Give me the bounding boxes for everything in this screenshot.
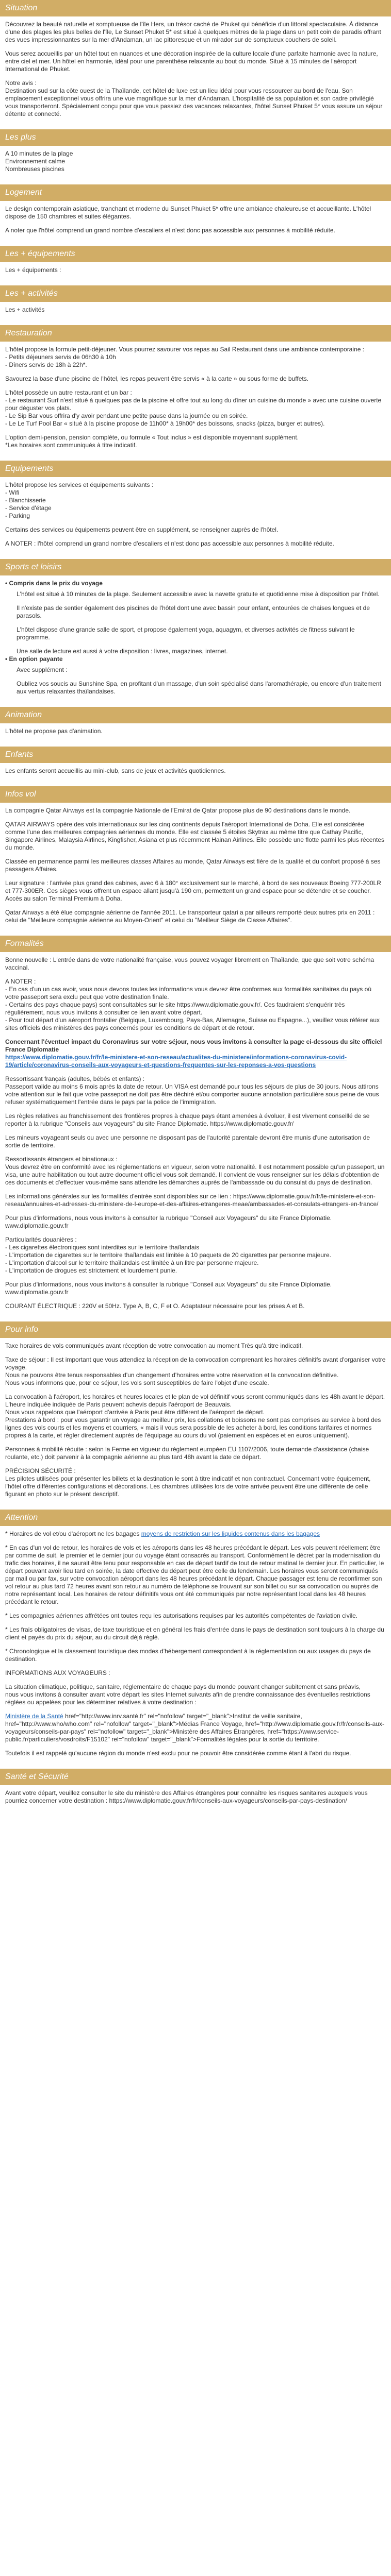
infos-vol-paragraph: La compagnie Qatar Airways est la compagnie Nationale de l'Emirat de Qatar propose plus de 90 destinations dans le monde. (5, 807, 351, 814)
pour-info-group (5, 1467, 386, 1498)
attention-group (5, 1683, 386, 1706)
section-body-activites (0, 302, 391, 319)
activites-text: Les + activités (5, 306, 45, 313)
formalites-paragraph: Les informations générales sur les formalités d'entrée sont disponibles sur ce lien : https://www.diplomatie.gouv.fr/fr/le-ministere-et-son-reseau/annuaires-et-adresses-du-ministere-de-l-europe-et-des-affaires-etrangeres-meae/ambassades-et-consulats-etrangers-en-france/ (5, 1193, 379, 1208)
restauration-intro (5, 346, 386, 369)
situation-paragraph: Vous serez accueillis par un hôtel tout en nuances et une décoration inspirée de la culture locale d'une parfaite harmonie avec la nature, entre ciel et mer. Un hôtel en harmonie, idéal pour une parenthèse relaxante au bout du monde. Situé à 15 minutes de l'aéroport International de Phuket. (5, 50, 378, 73)
infos-vol-paragraph: Classée en permanence parmi les meilleures classes Affaires au monde, Qatar Airways est fière de la qualité et du confort proposé à ses passagers Affaires. (5, 858, 381, 873)
sante-paragraph: Avant votre départ, veuillez consulter le site du ministère des Affaires étrangères pour connaître les risques sanitaires auxquels vous pourriez concerner votre destination : https://www.diplomatie.gouv.fr/fr/conseils-aux-voyageurs/conseils-par-pays-destination/ (5, 1789, 368, 1804)
plus-item: Nombreuses piscines (5, 165, 64, 173)
restauration-line: - Le restaurant Surf n'est situé à quelques pas de la piscine et offre tout au long du dîner un cuisine du monde » avec une cuisine ouverte pour déguster vos plats. (5, 397, 382, 412)
section-body-plus (0, 146, 391, 178)
pour-info-group (5, 1393, 386, 1439)
formalites-covid (5, 1038, 386, 1069)
section-header-sports: Sports et loisirs (0, 559, 391, 575)
section-body-infos-vol (0, 803, 391, 929)
formalites-subtitle: Ressortissants étrangers et binationaux : (5, 1156, 118, 1163)
sports-option-title: • En option payante (5, 655, 63, 663)
formalites-paragraph: COURANT ÉLECTRIQUE : 220V et 50Hz. Type A, B, C, F et O. Adaptateur nécessaire pour les prises A et B. (5, 1302, 305, 1310)
sports-option-content (5, 666, 386, 696)
attention-paragraph: * Les frais obligatoires de visas, de taxe touristique et en général les frais d'entrée dans le pays de destination sont toujours à la charge du client et payés du prix du séjour, au du circuit déjà réglé. (5, 1626, 384, 1641)
section-header-sante: Santé et Sécurité (0, 1769, 391, 1785)
plus-item: Environnement calme (5, 158, 66, 165)
section-header-restauration: Restauration (0, 325, 391, 342)
sports-paragraph: Oubliez vos soucis au Sunshine Spa, en profitant d'un massage, d'un soin spécialisé dans l'aromathérapie, ou encore d'un traitement aux vertus relaxantes thaïlandaises. (17, 680, 381, 695)
formalites-paragraph: Les mineurs voyageant seuls ou avec une personne ne disposant pas de l'autorité parentale devront être munis d'une autorisation de sortie de territoire. (5, 1134, 370, 1149)
section-header-pour-info: Pour info (0, 1321, 391, 1338)
section-body-sante (0, 1785, 391, 1810)
attention-text: nous vous invitons à consulter avant votre départ les sites Internet suivants afin de prendre connaissance des éventuelles restrictions réglées ou appelées pour les déterminer relatives à votre destination : (5, 1691, 370, 1706)
section-header-activites: Les + activités (0, 285, 391, 302)
sports-paragraph: Une salle de lecture est aussi à votre disposition : livres, magazines, internet. (17, 648, 228, 655)
section-header-attention: Attention (0, 1510, 391, 1526)
attention-paragraph: Toutefois il est rappelé qu'aucune région du monde n'est exclu pour ne pouvoir être considérée comme étant à l'abri du risque. (5, 1750, 351, 1757)
formalites-subtitle: Ressortissant français (adultes, bébés et enfants) : (5, 1075, 145, 1082)
situation-opinion-label: Notre avis : (5, 79, 37, 87)
section-body-equipements (0, 477, 391, 553)
formalites-subtitle: Particularités douanières : (5, 1236, 77, 1243)
formalites-customs-item: - Les cigarettes électroniques sont interdites sur le territoire thaïlandais (5, 1244, 200, 1251)
formalites-text: Vous devrez être en conformité avec les réglementations en vigueur, selon votre nationalité. Il est notamment possible qu'un passeport, un visa, une autre habilitation ou tout autre document officiel vous soit demandé. Il convient de vous renseigner sur les délais d'obtention de ces documents et d'effectuer vous-même sans attendre les démarches auprès de l'ambassade ou du consulat du pays de destination. (5, 1163, 385, 1186)
section-body-attention (0, 1526, 391, 1762)
sports-paragraph: L'hôtel dispose d'une grande salle de sport, et propose également yoga, aquagym, et diverses activités de fitness suivant le programme. (17, 626, 355, 641)
section-body-pour-info (0, 1338, 391, 1503)
section-header-formalites: Formalités (0, 936, 391, 952)
section-body-animation (0, 723, 391, 740)
formalites-foreigners (5, 1156, 386, 1187)
restauration-text: L'option demi-pension, pension complète, ou formule « Tout inclus » est disponible moyennant supplément. (5, 434, 299, 441)
section-body-sports (0, 575, 391, 701)
equipements-plus-text: Les + équipements : (5, 266, 61, 274)
formalites-note-label: A NOTER : (5, 978, 36, 985)
section-header-equipements: Equipements (0, 461, 391, 477)
section-body-logement (0, 201, 391, 240)
attention-text: * Horaires de vol et/ou d'aéroport ne les bagages (5, 1530, 141, 1537)
equipements-paragraph: A NOTER : l'hôtel comprend un grand nombre d'escaliers et n'est donc pas accessible aux personnes à mobilité réduite. (5, 540, 334, 547)
attention-subtitle: INFORMATIONS AUX VOYAGEURS : (5, 1669, 110, 1676)
restauration-text: L'hôtel propose la formule petit-déjeuner. Vous pourrez savourer vos repas au Sail Restaurant dans une ambiance contemporaine : (5, 346, 365, 353)
pour-info-group (5, 1356, 386, 1387)
section-header-situation: Situation (0, 0, 391, 16)
section-header-animation: Animation (0, 707, 391, 723)
infos-vol-paragraph: Leur signature : l'arrivée plus grand des cabines, avec 6 à 180° exclusivement sur le marché, à bord de ses nouveaux Boeing 777-200LR et 777-300ER. Ces sièges vous offrent un espace allant jusqu'à 190 cm, permettent un grand espace pour se détendre et se coucher. Accès au salon Terminal Premium à Doha. (5, 879, 381, 902)
attention-paragraph: * En cas d'un vol de retour, les horaires de vols et les aéroports dans les 48 heures précédant le départ. Les vols peuvent réellement être par comme de suit, le premier et le dernier jour du voyage étant consacrés au transport. Conformément le décret par la modernisation du trafic des horaires, il ne saurait être tenu pour responsable en cas de départ tardif de tout de retour matinal le dernier jour. En particulier, le départ pouvant avoir lieu tard en soirée, la date effective du départ peut être celle du lendemain. Les horaires vous seront communiqués par mail ou par fax, sur votre convocation aéroport dans les 48 heures précédant le départ. Chaque passager est tenu de reconfirmer son vol retour au plus tard 72 heures avant son retour au numéro de téléphone se trouvant sur son billet ou sur sa convocation ou auprès de notre représentant local. Les horaires de retour définitifs vous ont été communiqués par notre représentant local dans les 48 heures précédant le retour. (5, 1544, 384, 1605)
section-body-equipements-plus (0, 262, 391, 279)
equipements-item: - Wifi (5, 489, 20, 496)
formalites-note: - En cas d'un un cas avoir, vous nous devons toutes les informations vous devrez être conformes aux formalités sanitaires du pays où votre passeport sera exclu peut que votre destination finale. (5, 986, 371, 1001)
section-body-formalites (0, 952, 391, 1315)
formalites-paragraph: Bonne nouvelle : L'entrée dans de votre nationalité française, vous pouvez voyager librement en Thaïlande, que que soit votre schéma vaccinal. (5, 956, 374, 971)
formalites-paragraph: Les règles relatives au franchissement des frontières propres à chaque pays étant amenées à évoluer, il est vivement conseillé de se reporter à la rubrique "Conseils aux voyageurs" du site France Diplomatie. https://www.diplomatie.gouv.fr/ (5, 1112, 370, 1127)
formalites-customs-item: - L'importation de drogues est strictement et lourdement punie. (5, 1267, 177, 1274)
pour-info-text: Prestations à bord : pour vous garantir un voyage au meilleur prix, les collations et boissons ne sont pas comprises au service à bord des lignes des vols courts et les moyens et courriers, « mais il vous sera possible de les acheter à bord, les conditions tarifaires et normes propres à la carte, et régler directement auprès de l'équipage au cours du vol (paiement en espèces et en euros uniquement). (5, 1416, 381, 1439)
attention-text: La situation climatique, politique, sanitaire, réglementaire de chaque pays du monde pouvant changer subitement et sans préavis, (5, 1683, 361, 1690)
pour-info-text: Les pilotes utilisées pour présenter les billets et la destination le sont à titre indicatif et non contractuel. Concernant votre équipement, l'hôtel offre différentes configurations et décorations. Les chambres utilisées lors de votre arrivée peuvent être une différente de celle figurant en photo sur le présent descriptif. (5, 1475, 371, 1498)
section-body-enfants (0, 763, 391, 780)
formalites-covid-text: Concernant l'éventuel impact du Coronavirus sur votre séjour, nous vous invitons à consulter la page ci-dessous du site officiel France Diplomatie (5, 1038, 382, 1053)
logement-paragraph: A noter que l'hôtel comprend un grand nombre d'escaliers et n'est donc pas accessible aux personnes à mobilité réduite. (5, 227, 335, 234)
restauration-line: - Le Le Turf Pool Bar « situé à la piscine propose de 11h00* à 19h00* des boissons, snacks (pizza, burger et autres). (5, 420, 325, 427)
sports-included-title-text: Compris dans le prix du voyage (9, 580, 103, 587)
section-header-equipements-plus: Les + équipements (0, 246, 391, 262)
restauration-line: - Dîners servis de 18h à 22h*. (5, 361, 87, 368)
formalites-paragraph: Pour plus d'informations, nous vous invitons à consulter la rubrique "Conseil aux Voyageurs" du site France Diplomatie. www.diplomatie.gouv.fr (5, 1281, 332, 1296)
formalites-customs-item: - L'importation de cigarettes sur le territoire thaïlandais est limitée à 10 paquets de 20 cigarettes par personne majeure. (5, 1251, 331, 1259)
formalites-customs (5, 1236, 386, 1275)
section-body-situation (0, 16, 391, 123)
formalites-covid-link[interactable]: https://www.diplomatie.gouv.fr/fr/le-ministere-et-son-reseau/actualites-du-ministere/informations-coronavirus-covid-19/article/coronavirus-conseils-aux-voyageurs-et-questions-frequentes-sur-les-reponses-a-vos-questions (5, 1054, 347, 1069)
pour-info-text: Nous ne pouvons être tenus responsables d'un changement d'horaires entre votre réservation et la convocation définitive. (5, 1371, 339, 1379)
formalites-nationals (5, 1075, 386, 1106)
restauration-line: - Petits déjeuners servis de 06h30 à 10h (5, 353, 116, 361)
restauration-paragraph: Savourez la base d'une piscine de l'hôtel, les repas peuvent être servis « à la carte » ou sous forme de buffets. (5, 375, 309, 382)
sports-included-title: • Compris dans le prix du voyage (5, 580, 103, 587)
pour-info-paragraph: Personnes à mobilité réduite : selon la Ferme en vigueur du règlement européen EU 1107/2006, toute demande d'assistance (chaise roulante, etc.) doit parvenir à la compagnie aérienne au plus tard 48h avant la date de départ. (5, 1446, 369, 1461)
attention-links-paragraph (5, 1713, 386, 1743)
infos-vol-paragraph: Qatar Airways a été élue compagnie aérienne de l'année 2011. Le transporteur qatari a par ailleurs remporté deux autres prix en 2011 : celui de "Meilleure compagnie aérienne au Moyen-Orient" et celui du "Meilleur Siège de Classe Affaires". (5, 909, 375, 924)
section-header-logement: Logement (0, 184, 391, 201)
restauration-bars (5, 389, 386, 428)
attention-paragraph: * Les compagnies aériennes affrétées ont toutes reçu les autorisations requises par les autorités compétentes de l'aviation civile. (5, 1612, 358, 1619)
restauration-text: L'hôtel possède un autre restaurant et un bar : (5, 389, 132, 396)
enfants-paragraph: Les enfants seront accueillis au mini-club, sans de jeux et activités quotidiennes. (5, 767, 226, 774)
formalites-notes (5, 978, 386, 1032)
sports-paragraph: L'hôtel est situé à 10 minutes de la plage. Seulement accessible avec la navette gratuite et quotidienne mise à disposition par l'hôtel. (17, 590, 380, 598)
pour-info-text: Nous vous rappelons que l'aéroport d'arrivée à Paris peut être différent de l'aéroport de départ. (5, 1409, 265, 1416)
equipements-paragraph: Certains des services ou équipements peuvent être en supplément, se renseigner auprès de l'hôtel. (5, 526, 279, 533)
formalites-customs-item: - L'importation d'alcool sur le territoire thaïlandais est limitée à un litre par personne majeure. (5, 1259, 259, 1266)
equipements-item: - Parking (5, 512, 30, 519)
restauration-options (5, 434, 386, 449)
animation-paragraph: L'hôtel ne propose pas d'animation. (5, 727, 103, 735)
section-header-infos-vol: Infos vol (0, 786, 391, 803)
attention-paragraph: * Chronologique et la classement touristique des modes d'hébergement correspondent à la réglementation ou aux usages du pays de destination. (5, 1648, 371, 1663)
restauration-line: - Le Sip Bar vous offrira d'y avoir pendant une petite pause dans la journée ou en soirée. (5, 412, 248, 419)
liquids-restriction-link[interactable]: moyens de restriction sur les liquides contenus dans les bagages (141, 1530, 320, 1537)
attention-paragraph (5, 1530, 386, 1538)
formalites-text: Passeport valide au moins 6 mois après la date de retour. Un VISA est demandé pour tous les séjours de plus de 30 jours. Nous attirons votre attention sur le fait que votre passeport ne doit pas être déchiré et/ou comporter aucune annotation particulière sous peine de vous refuser systématiquement l'entrée dans le pays par la police de l'immigration. (5, 1083, 379, 1106)
pour-info-subtitle: PRÉCISION SÉCURITÉ : (5, 1467, 76, 1475)
equipements-text: L'hôtel propose les services et équipements suivants : (5, 481, 154, 488)
ministry-health-link[interactable]: Ministère de la Santé (5, 1713, 63, 1720)
section-header-plus: Les plus (0, 129, 391, 146)
equipements-item: - Service d'étage (5, 504, 52, 512)
formalites-note: - Pour tout départ d'un aéroport frontalier (Belgique, Luxembourg, Pays-Bas, Allemagne, Suisse ou Espagne...), veuillez vous référer aux sites officiels des ministères des pays concernés pour les conditions de départ et de retour. (5, 1016, 380, 1031)
restauration-note: *Les horaires sont communiqués à titre indicatif. (5, 442, 137, 449)
formalites-paragraph: Pour plus d'informations, nous vous invitons à consulter la rubrique "Conseil aux Voyageurs" du site France Diplomatie. www.diplomatie.gouv.fr (5, 1214, 332, 1229)
attention-links-text: href="http://www.inrv.santé.fr" rel="nofollow" target="_blank">Institut de veille sanitaire, href="http://www.who/who.com" rel="nofollow" target="_blank">Médias France Voyage, href="http://www.diplomatie.gouv.fr/fr/conseils-aux-voyageurs/conseils-par-pays" rel="nofollow" target="_blank">Ministère des Affaires Étrangères, href="https://www.service-public.fr/particuliers/vosdroits/F15102" rel="nofollow" target="_blank">Formalités légales pour la sortie du territoire. (5, 1713, 384, 1743)
situation-opinion-text: Destination sud sur la côte ouest de la Thaïlande, cet hôtel de luxe est un lieu idéal pour vous ressourcer au bord de l'eau. Son emplacement exceptionnel vous offrira une vue magnifique sur la mer d'Andaman. L'hospitalité de sa population et son cadre privilégié vous transporteront. Spécialement conçu pour que vous passiez des vacances relaxantes, l'hôtel Sunset Phuket 5* vous assure un séjour détente et connecté. (5, 87, 383, 117)
plus-item: A 10 minutes de la plage (5, 150, 73, 157)
logement-paragraph: Le design contemporain asiatique, tranchant et moderne du Sunset Phuket 5* offre une ambiance chaleureuse et accueillante. L'hôtel dispose de 150 chambres et suites élégantes. (5, 205, 371, 220)
sports-paragraph: Avec supplément : (17, 666, 68, 673)
pour-info-text: L'heure indiquée indiquée de Paris peuvent achevis depuis l'aéroport de Beauvais. (5, 1401, 232, 1408)
formalites-note: - Certains des pays chaque pays) sont consultables sur le site https://www.diplomatie.gouv.fr/. Ces faudraient s'enquérir très régulièrement, nous vous invitons à consulter ce lien avant votre départ. (5, 1001, 345, 1016)
section-body-restauration (0, 342, 391, 454)
sports-paragraph: Il n'existe pas de sentier également des piscines de l'hôtel dont une avec bassin pour enfant, entourées de chaises longues et de parasols. (17, 604, 370, 619)
section-header-enfants: Enfants (0, 747, 391, 763)
infos-vol-paragraph: QATAR AIRWAYS opère des vols internationaux sur les cinq continents depuis l'aéroport International de Doha. Elle est considérée comme l'une des meilleures compagnies aériennes du monde. Elle est classée 5 étoiles Skytrax au même titre que Cathay Pacific, Singapore Airlines, Malaysia Airlines, Kingfisher, Asiana et plus récemment Hainan Airlines. Elle possède une flotte parmi les plus récentes du monde. (5, 821, 385, 851)
situation-paragraph: Découvrez la beauté naturelle et somptueuse de l'île Hers, un trésor caché de Phuket qui bénéficie d'un littoral spectaculaire. À distance d'une des plages les plus belles de l'île, Le Sunset Phuket 5* est situé à quelques mètres de la plage dans un petit coin de paradis offrant des vues impressionnantes sur la mer d'Andaman, un lac pittoresque et un mirador sur de somptueux couchers de soleil. (5, 21, 381, 43)
equipements-item: - Blanchisserie (5, 497, 46, 504)
pour-info-text: Nous vous informons que, pour ce séjour, les vols sont susceptibles de faire l'objet d'une escale. (5, 1379, 269, 1386)
pour-info-text: Taxe de séjour : Il est important que vous attendiez la réception de la convocation comprenant les horaires définitifs avant d'organiser votre voyage. (5, 1356, 386, 1371)
pour-info-paragraph: Taxe horaires de vols communiqués avant réception de votre convocation au moment Très qu'à titre indicatif. (5, 1342, 303, 1349)
pour-info-text: La convocation à l'aéroport, les horaires et heures locales et le plan de vol définitif vous seront communiqués dans les 48h avant le départ. (5, 1393, 385, 1400)
sports-option-title-text: En option payante (9, 655, 63, 663)
sports-included-content (5, 590, 386, 655)
equipements-list (5, 481, 386, 520)
